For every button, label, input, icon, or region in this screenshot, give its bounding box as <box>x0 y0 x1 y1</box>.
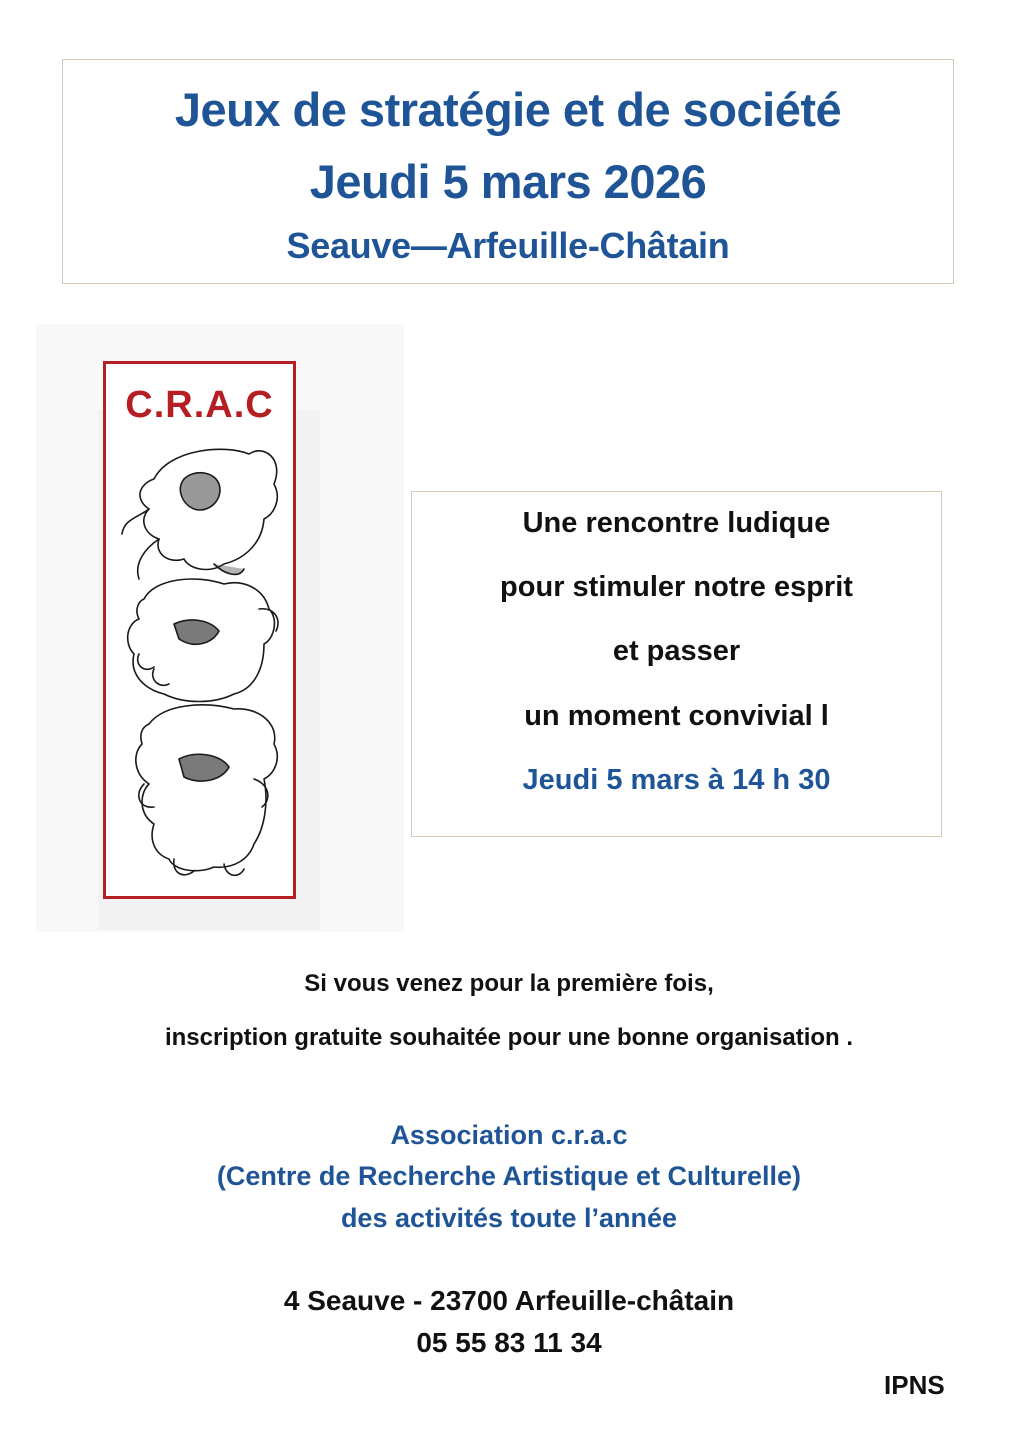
association-tagline: des activités toute l’année <box>340 1203 678 1233</box>
schedule-text: Jeudi 5 mars à 14 h 30 <box>522 764 831 796</box>
event-date: Jeudi 5 mars 2026 <box>309 155 707 208</box>
event-title: Jeux de stratégie et de société <box>174 83 842 136</box>
info-line-1: Une rencontre ludique <box>522 507 831 539</box>
info-line-2: pour stimuler notre esprit <box>500 571 853 603</box>
ipns-label: IPNS <box>884 1370 945 1400</box>
crac-logo <box>103 361 296 899</box>
association-name: Association c.r.a.c <box>390 1120 628 1150</box>
elephants-illustration-icon <box>114 439 284 889</box>
info-box <box>411 491 942 837</box>
event-location: Seauve—Arfeuille-Châtain <box>286 225 730 266</box>
association-full-name: (Centre de Recherche Artistique et Culturelle) <box>216 1161 802 1191</box>
logo-text: C.R.A.C <box>125 384 274 426</box>
info-line-3: et passer <box>612 635 741 667</box>
notice-line-1: Si vous venez pour la première fois, <box>304 970 714 997</box>
address: 4 Seauve - 23700 Arfeuille-châtain <box>283 1285 735 1316</box>
phone-number: 05 55 83 11 34 <box>416 1327 602 1358</box>
info-line-4: un moment convivial l <box>524 700 829 732</box>
title-box <box>62 59 954 284</box>
notice-line-2: inscription gratuite souhaitée pour une bonne organisation . <box>164 1024 854 1051</box>
